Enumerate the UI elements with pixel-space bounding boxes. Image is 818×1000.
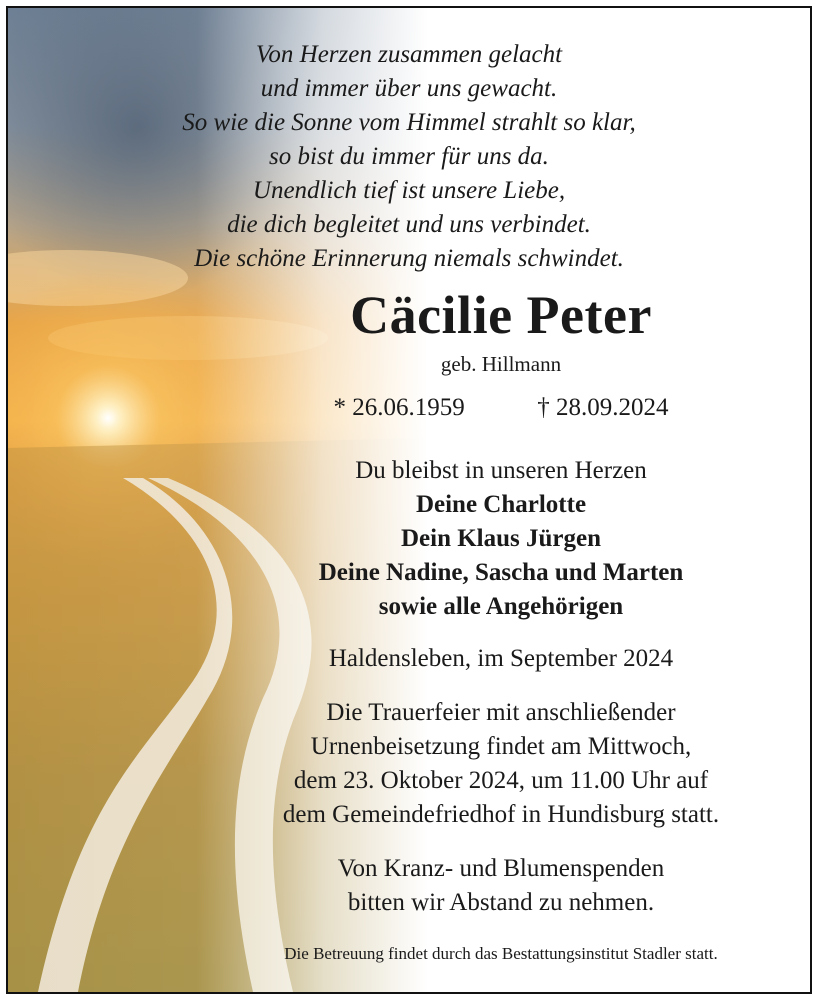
- mourner-name: Deine Nadine, Sascha und Marten: [318, 559, 684, 586]
- flowers-note-line: bitten wir Abstand zu nehmen.: [347, 889, 655, 916]
- poem-line: Die schöne Erinnerung niemals schwindet.: [194, 245, 624, 272]
- poem-line: so bist du immer für uns da.: [269, 143, 549, 170]
- poem-line: So wie die Sonne vom Himmel strahlt so klar,: [182, 109, 636, 136]
- ceremony-line: Urnenbeisetzung findet am Mittwoch,: [310, 733, 692, 760]
- poem-line: die dich begleitet und uns verbindet.: [227, 211, 591, 238]
- flowers-note-line: Von Kranz- und Blumenspenden: [337, 855, 665, 882]
- poem-line: Unendlich tief ist unsere Liebe,: [252, 177, 566, 204]
- ceremony-line: dem Gemeindefriedhof in Hundisburg statt.: [282, 801, 720, 828]
- deceased-name: Cäcilie Peter: [350, 285, 652, 345]
- birth-date: * 26.06.1959: [333, 394, 465, 421]
- mourners-intro: Du bleibst in unseren Herzen: [355, 457, 647, 484]
- funeral-home-note: Die Betreuung findet durch das Bestattungsinstitut Stadler statt.: [284, 944, 718, 963]
- poem-line: Von Herzen zusammen gelacht: [255, 41, 563, 68]
- life-dates: [100, 394, 812, 422]
- ceremony-line: dem 23. Oktober 2024, um 11.00 Uhr auf: [293, 767, 709, 794]
- mourner-name: Deine Charlotte: [415, 491, 587, 518]
- ceremony-line: Die Trauerfeier mit anschließender: [326, 699, 676, 726]
- poem-line: und immer über uns gewacht.: [260, 75, 558, 102]
- death-date: † 28.09.2024: [537, 394, 669, 421]
- obituary-notice: [6, 6, 812, 994]
- mourner-name: Dein Klaus Jürgen: [400, 525, 602, 552]
- maiden-name: geb. Hillmann: [440, 352, 562, 376]
- notice-text: [8, 8, 810, 992]
- place-date: Haldensleben, im September 2024: [328, 645, 674, 672]
- mourner-name: sowie alle Angehörigen: [378, 593, 624, 620]
